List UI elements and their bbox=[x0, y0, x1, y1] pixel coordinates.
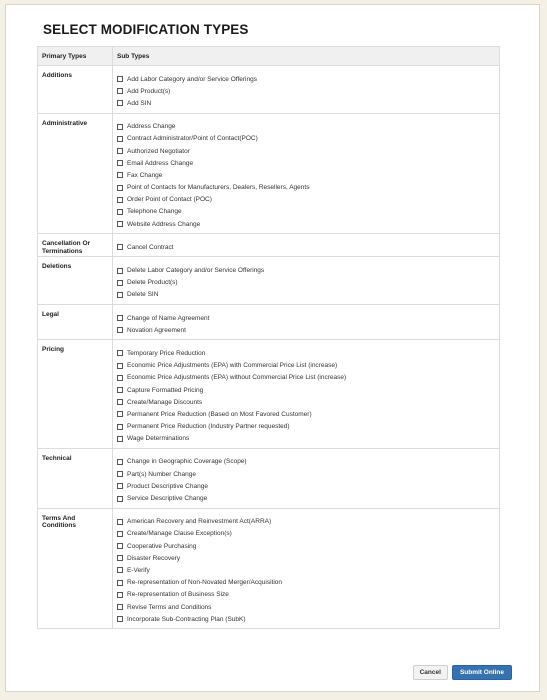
sub-type-checkbox[interactable] bbox=[117, 292, 123, 298]
sub-type-label: Re-representation of Non-Novated Merger/Acquisition bbox=[127, 579, 282, 587]
sub-type-option[interactable] bbox=[117, 121, 499, 133]
sub-type-label: American Recovery and Reinvestment Act(ARRA) bbox=[127, 518, 272, 526]
sub-type-option[interactable] bbox=[117, 194, 499, 206]
sub-types-header: Sub Types bbox=[113, 47, 500, 66]
sub-type-option[interactable] bbox=[117, 97, 499, 109]
sub-type-label: Economic Price Adjustments (EPA) without Commercial Price List (increase) bbox=[127, 374, 347, 382]
sub-type-checkbox[interactable] bbox=[117, 185, 123, 191]
sub-type-option[interactable] bbox=[117, 73, 499, 85]
sub-type-option[interactable] bbox=[117, 528, 499, 540]
sub-type-option[interactable] bbox=[117, 182, 499, 194]
sub-type-checkbox[interactable] bbox=[117, 244, 123, 250]
sub-type-label: Change in Geographic Coverage (Scope) bbox=[127, 458, 247, 466]
sub-type-checkbox[interactable] bbox=[117, 616, 123, 622]
group-row bbox=[38, 340, 500, 449]
sub-type-label: Permanent Price Reduction (Based on Most Favored Customer) bbox=[127, 410, 312, 418]
sub-type-option[interactable] bbox=[117, 324, 499, 336]
sub-type-label: Create/Manage Discounts bbox=[127, 398, 203, 406]
group-row bbox=[38, 305, 500, 340]
sub-type-checkbox[interactable] bbox=[117, 268, 123, 274]
sub-type-option[interactable] bbox=[117, 540, 499, 552]
sub-type-checkbox[interactable] bbox=[117, 399, 123, 405]
sub-type-checkbox[interactable] bbox=[117, 471, 123, 477]
sub-type-checkbox[interactable] bbox=[117, 580, 123, 586]
sub-type-label: Website Address Change bbox=[127, 220, 201, 228]
sub-type-label: Authorized Negotiator bbox=[127, 147, 190, 155]
sub-type-option[interactable] bbox=[117, 241, 499, 253]
sub-type-label: Delete Labor Category and/or Service Offerings bbox=[127, 267, 265, 275]
sub-type-label: Novation Agreement bbox=[127, 326, 186, 334]
sub-types-cell bbox=[113, 340, 500, 449]
sub-type-label: Disaster Recovery bbox=[127, 554, 181, 562]
sub-type-option[interactable] bbox=[117, 589, 499, 601]
sub-type-option[interactable] bbox=[117, 312, 499, 324]
sub-type-option[interactable] bbox=[117, 516, 499, 528]
sub-type-label: Temporary Price Reduction bbox=[127, 349, 206, 357]
sub-types-cell bbox=[113, 113, 500, 234]
sub-type-label: Add Product(s) bbox=[127, 87, 171, 95]
sub-type-option[interactable] bbox=[117, 613, 499, 625]
sub-type-option[interactable] bbox=[117, 372, 499, 384]
primary-type-label: Deletions bbox=[38, 257, 113, 305]
table-header-row bbox=[38, 47, 500, 66]
sub-type-checkbox[interactable] bbox=[117, 136, 123, 142]
primary-type-label: Administrative bbox=[38, 113, 113, 234]
group-row bbox=[38, 234, 500, 257]
sub-type-label: Change of Name Agreement bbox=[127, 314, 210, 322]
sub-type-label: Revise Terms and Conditions bbox=[127, 603, 212, 611]
sub-type-label: Part(s) Number Change bbox=[127, 470, 196, 478]
primary-type-label: Terms And Conditions bbox=[38, 508, 113, 629]
sub-type-option[interactable] bbox=[117, 277, 499, 289]
sub-type-label: Cancel Contract bbox=[127, 243, 174, 251]
group-row bbox=[38, 508, 500, 629]
sub-type-label: Point of Contacts for Manufacturers, Dealers, Resellers, Agents bbox=[127, 184, 310, 192]
sub-type-label: Service Descriptive Change bbox=[127, 495, 208, 503]
sub-type-option[interactable] bbox=[117, 564, 499, 576]
sub-types-cell bbox=[113, 257, 500, 305]
primary-type-label: Cancellation Or Terminations bbox=[38, 234, 113, 257]
sub-type-checkbox[interactable] bbox=[117, 221, 123, 227]
sub-type-checkbox[interactable] bbox=[117, 424, 123, 430]
action-buttons bbox=[413, 665, 512, 680]
sub-types-cell bbox=[113, 234, 500, 257]
primary-type-label: Additions bbox=[38, 66, 113, 114]
primary-type-label: Pricing bbox=[38, 340, 113, 449]
sub-type-checkbox[interactable] bbox=[117, 543, 123, 549]
sub-type-label: Contract Administrator/Point of Contact(POC) bbox=[127, 135, 258, 143]
sub-type-checkbox[interactable] bbox=[117, 592, 123, 598]
sub-type-option[interactable] bbox=[117, 157, 499, 169]
sub-type-checkbox[interactable] bbox=[117, 411, 123, 417]
sub-type-option[interactable] bbox=[117, 456, 499, 468]
sub-type-checkbox[interactable] bbox=[117, 496, 123, 502]
sub-type-checkbox[interactable] bbox=[117, 604, 123, 610]
sub-types-cell bbox=[113, 448, 500, 508]
sub-type-option[interactable] bbox=[117, 145, 499, 157]
groups-body bbox=[38, 66, 500, 629]
sub-type-option[interactable] bbox=[117, 133, 499, 145]
sub-type-label: Add SIN bbox=[127, 99, 152, 107]
group-row bbox=[38, 113, 500, 234]
sub-type-label: Address Change bbox=[127, 123, 176, 131]
sub-type-checkbox[interactable] bbox=[117, 555, 123, 561]
sub-type-checkbox[interactable] bbox=[117, 567, 123, 573]
sub-type-checkbox[interactable] bbox=[117, 209, 123, 215]
sub-type-checkbox[interactable] bbox=[117, 363, 123, 369]
sub-types-cell bbox=[113, 305, 500, 340]
sub-type-label: Telephone Change bbox=[127, 208, 182, 216]
sub-type-option[interactable] bbox=[117, 347, 499, 359]
primary-type-label: Legal bbox=[38, 305, 113, 340]
sub-type-label: Order Point of Contact (POC) bbox=[127, 196, 212, 204]
sub-type-label: Economic Price Adjustments (EPA) with Commercial Price List (increase) bbox=[127, 362, 338, 370]
submit-online-button[interactable]: Submit Online bbox=[452, 665, 512, 680]
sub-type-option[interactable] bbox=[117, 169, 499, 181]
sub-type-label: Add Labor Category and/or Service Offerings bbox=[127, 75, 257, 83]
sub-type-label: Delete SIN bbox=[127, 291, 159, 299]
group-row bbox=[38, 448, 500, 508]
sub-type-label: Permanent Price Reduction (Industry Partner requested) bbox=[127, 423, 290, 431]
sub-type-option[interactable] bbox=[117, 433, 499, 445]
sub-type-checkbox[interactable] bbox=[117, 531, 123, 537]
sub-type-checkbox[interactable] bbox=[117, 436, 123, 442]
sub-type-checkbox[interactable] bbox=[117, 519, 123, 525]
primary-type-label: Technical bbox=[38, 448, 113, 508]
sub-type-checkbox[interactable] bbox=[117, 459, 123, 465]
sub-type-option[interactable] bbox=[117, 396, 499, 408]
group-row bbox=[38, 257, 500, 305]
sub-type-option[interactable] bbox=[117, 384, 499, 396]
sub-type-checkbox[interactable] bbox=[117, 350, 123, 356]
sub-type-option[interactable] bbox=[117, 468, 499, 480]
sub-type-option[interactable] bbox=[117, 206, 499, 218]
sub-type-checkbox[interactable] bbox=[117, 327, 123, 333]
sub-type-checkbox[interactable] bbox=[117, 124, 123, 130]
sub-type-checkbox[interactable] bbox=[117, 315, 123, 321]
sub-type-option[interactable] bbox=[117, 85, 499, 97]
sub-type-checkbox[interactable] bbox=[117, 280, 123, 286]
primary-types-header: Primary Types bbox=[38, 47, 113, 66]
sub-type-checkbox[interactable] bbox=[117, 160, 123, 166]
sub-type-label: Cooperative Purchasing bbox=[127, 542, 197, 550]
sub-type-option[interactable] bbox=[117, 408, 499, 420]
sub-type-label: E-Verify bbox=[127, 566, 150, 574]
cancel-button[interactable]: Cancel bbox=[413, 665, 448, 680]
sub-type-checkbox[interactable] bbox=[117, 197, 123, 203]
sub-type-label: Capture Formatted Pricing bbox=[127, 386, 204, 394]
sub-type-option[interactable] bbox=[117, 360, 499, 372]
sub-type-checkbox[interactable] bbox=[117, 76, 123, 82]
sub-type-checkbox[interactable] bbox=[117, 483, 123, 489]
sub-type-label: Incorporate Sub-Contracting Plan (SubK) bbox=[127, 615, 246, 623]
sub-type-option[interactable] bbox=[117, 264, 499, 276]
sub-type-checkbox[interactable] bbox=[117, 88, 123, 94]
sub-type-label: Email Address Change bbox=[127, 159, 194, 167]
sub-type-checkbox[interactable] bbox=[117, 375, 123, 381]
sub-type-label: Re-representation of Business Size bbox=[127, 591, 229, 599]
modification-types-table bbox=[37, 46, 500, 629]
sub-type-option[interactable] bbox=[117, 492, 499, 504]
sub-type-label: Wage Determinations bbox=[127, 435, 190, 443]
sub-type-checkbox[interactable] bbox=[117, 100, 123, 106]
sub-type-checkbox[interactable] bbox=[117, 172, 123, 178]
sub-type-option[interactable] bbox=[117, 577, 499, 589]
sub-type-label: Product Descriptive Change bbox=[127, 482, 208, 490]
sub-type-option[interactable] bbox=[117, 421, 499, 433]
sub-type-option[interactable] bbox=[117, 480, 499, 492]
sub-type-option[interactable] bbox=[117, 289, 499, 301]
sub-type-label: Fax Change bbox=[127, 171, 163, 179]
sub-types-cell bbox=[113, 508, 500, 629]
sub-type-label: Delete Product(s) bbox=[127, 279, 178, 287]
sub-types-cell bbox=[113, 66, 500, 114]
sub-type-option[interactable] bbox=[117, 218, 499, 230]
sub-type-checkbox[interactable] bbox=[117, 387, 123, 393]
sub-type-checkbox[interactable] bbox=[117, 148, 123, 154]
sub-type-option[interactable] bbox=[117, 601, 499, 613]
sub-type-label: Create/Manage Clause Exception(s) bbox=[127, 530, 232, 538]
page-title: SELECT MODIFICATION TYPES bbox=[43, 22, 249, 37]
group-row bbox=[38, 66, 500, 114]
sub-type-option[interactable] bbox=[117, 552, 499, 564]
